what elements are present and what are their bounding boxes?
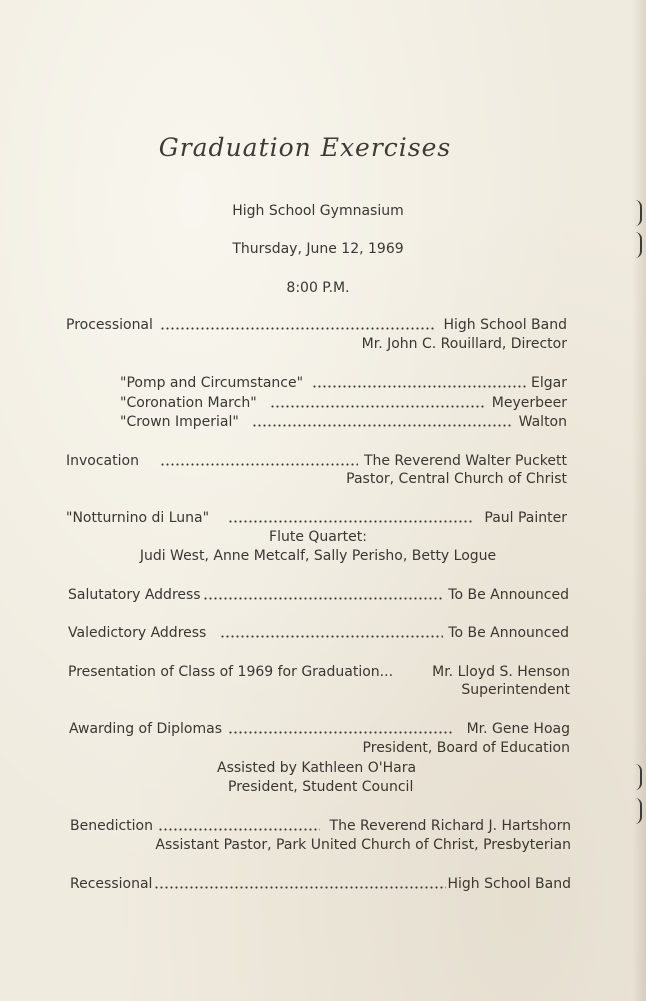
staple-mark	[635, 200, 642, 226]
staple-mark	[635, 764, 642, 790]
item-role: Superintendent	[461, 682, 570, 698]
item-composer: Paul Painter	[484, 510, 567, 526]
dot-leader	[228, 725, 454, 739]
item-label: Recessional	[70, 876, 153, 892]
staple-mark	[635, 232, 642, 258]
program-item-processional	[0, 317, 646, 337]
program-item-valedictory	[0, 625, 646, 645]
item-label: Invocation	[66, 453, 139, 469]
item-role: Pastor, Central Church of Christ	[346, 471, 567, 487]
program-item-notturnino	[0, 510, 646, 530]
item-name: To Be Announced	[448, 587, 569, 603]
dot-leader	[203, 591, 443, 605]
dot-leader	[160, 321, 436, 335]
piece-title: "Coronation March"	[120, 395, 257, 411]
item-name: Mr. Gene Hoag	[466, 721, 570, 737]
dot-leader	[154, 880, 446, 894]
item-performer: High School Band	[447, 876, 571, 892]
item-name: The Reverend Walter Puckett	[363, 453, 567, 469]
dot-leader	[252, 418, 512, 432]
program-item-diplomas	[0, 721, 646, 741]
item-label: Awarding of Diplomas	[69, 721, 223, 737]
program-item-presentation	[0, 664, 646, 684]
piece-row	[0, 414, 646, 434]
dot-leader	[160, 457, 358, 471]
dot-leader	[228, 514, 474, 528]
dot-leader	[312, 379, 526, 393]
program-item-salutatory	[0, 587, 646, 607]
item-label: Benediction	[70, 818, 153, 834]
dot-leader	[270, 399, 485, 413]
item-role: President, Board of Education	[362, 740, 570, 756]
program-item-invocation	[0, 453, 646, 473]
item-label: "Notturnino di Luna"	[66, 510, 210, 526]
date: Thursday, June 12, 1969	[232, 241, 404, 257]
ensemble: Flute Quartet:	[269, 529, 367, 545]
item-role: Assistant Pastor, Park United Church of Christ, Presbyterian	[155, 837, 571, 853]
venue: High School Gymnasium	[232, 203, 404, 219]
assisted-role: President, Student Council	[228, 779, 414, 795]
item-label: Presentation of Class of 1969 for Graduation...	[68, 664, 394, 680]
dot-leader	[220, 629, 443, 643]
ensemble-members: Judi West, Anne Metcalf, Sally Perisho, Betty Logue	[139, 548, 497, 564]
assisted-by: Assisted by Kathleen O'Hara	[217, 760, 417, 776]
dot-leader	[158, 822, 320, 836]
piece-row	[0, 395, 646, 415]
program-item-recessional	[0, 876, 646, 896]
page-fold-shadow	[632, 0, 646, 1001]
item-name: Mr. Lloyd S. Henson	[432, 664, 570, 680]
piece-composer: Elgar	[531, 375, 567, 391]
director: Mr. John C. Rouillard, Director	[361, 336, 567, 352]
program-title: Graduation Exercises	[158, 133, 452, 162]
piece-composer: Walton	[518, 414, 567, 430]
item-label: Valedictory Address	[68, 625, 207, 641]
item-name: To Be Announced	[448, 625, 569, 641]
piece-composer: Meyerbeer	[491, 395, 567, 411]
piece-title: "Crown Imperial"	[120, 414, 239, 430]
piece-title: "Pomp and Circumstance"	[120, 375, 304, 391]
item-name: The Reverend Richard J. Hartshorn	[329, 818, 571, 834]
item-performer: High School Band	[443, 317, 567, 333]
piece-row	[0, 375, 646, 395]
time: 8:00 P.M.	[286, 280, 350, 296]
item-label: Salutatory Address	[68, 587, 201, 603]
item-label: Processional	[66, 317, 153, 333]
program-item-benediction	[0, 818, 646, 838]
